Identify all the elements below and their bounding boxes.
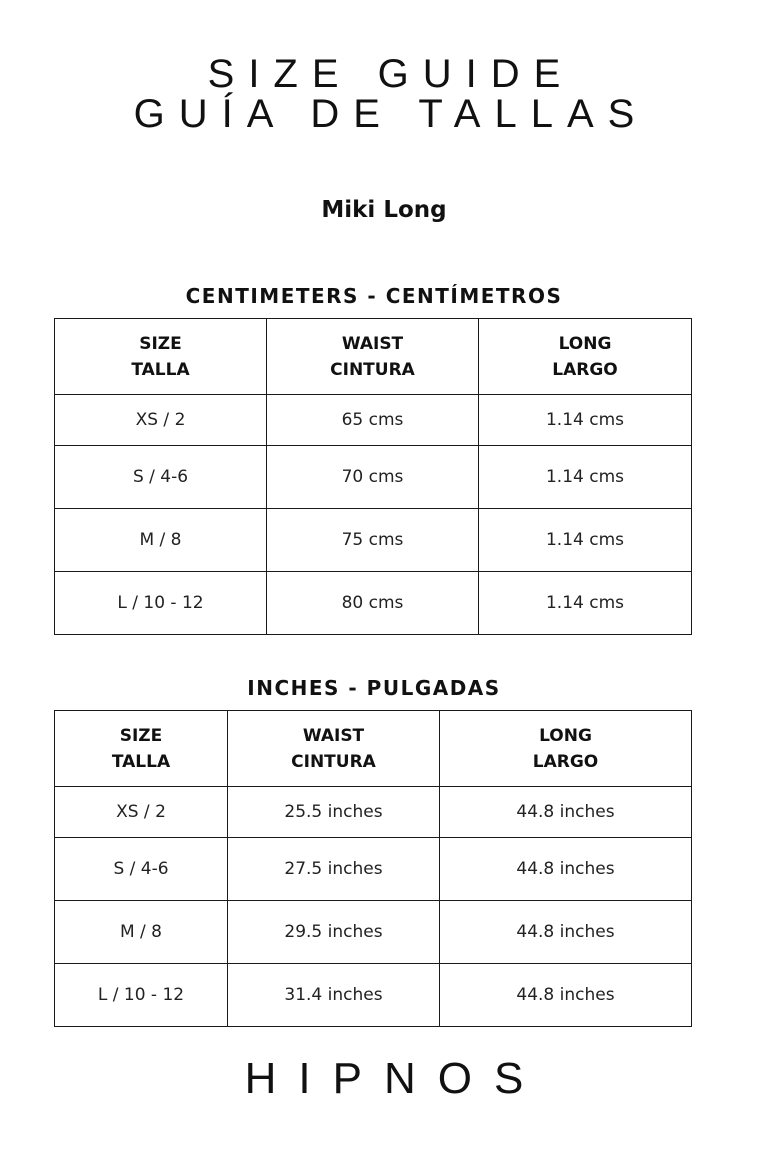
- long-cell: 44.8 inches: [440, 964, 692, 1027]
- waist-cell: 65 cms: [267, 395, 479, 446]
- long-cell: 1.14 cms: [479, 572, 692, 635]
- table-row: [55, 787, 692, 838]
- header-label: TALLA: [131, 359, 190, 380]
- centimeters-size-table: [54, 318, 692, 635]
- column-header-long: [440, 711, 692, 787]
- header-label: SIZE: [139, 333, 182, 354]
- column-header-long: [479, 319, 692, 395]
- table-row: [55, 509, 692, 572]
- column-header-size: [55, 711, 228, 787]
- waist-cell: 80 cms: [267, 572, 479, 635]
- table-header-row: [55, 319, 692, 395]
- long-cell: 44.8 inches: [440, 787, 692, 838]
- long-cell: 44.8 inches: [440, 901, 692, 964]
- size-cell: M / 8: [55, 509, 267, 572]
- header-label: LARGO: [532, 751, 599, 772]
- header-label: TALLA: [111, 751, 171, 772]
- header-label: LARGO: [552, 359, 618, 380]
- long-cell: 1.14 cms: [479, 395, 692, 446]
- table-row: [55, 395, 692, 446]
- size-cell: XS / 2: [55, 787, 228, 838]
- long-cell: 1.14 cms: [479, 509, 692, 572]
- long-cell: 44.8 inches: [440, 838, 692, 901]
- long-cell: 1.14 cms: [479, 446, 692, 509]
- header-label: CINTURA: [330, 359, 415, 380]
- header-label: WAIST: [302, 725, 365, 746]
- header-label: WAIST: [341, 333, 404, 354]
- centimeters-heading: CENTIMETERS - CENTÍMETROS: [185, 284, 563, 308]
- header-label: LONG: [558, 333, 612, 354]
- column-header-size: [55, 319, 267, 395]
- size-cell: M / 8: [55, 901, 228, 964]
- header-label: SIZE: [119, 725, 163, 746]
- header-label: LONG: [539, 725, 592, 746]
- size-cell: XS / 2: [55, 395, 267, 446]
- column-header-waist: [228, 711, 440, 787]
- table-header-row: [55, 711, 692, 787]
- table-row: [55, 446, 692, 509]
- header-label: CINTURA: [291, 751, 376, 772]
- table-row: [55, 964, 692, 1027]
- waist-cell: 70 cms: [267, 446, 479, 509]
- waist-cell: 25.5 inches: [228, 787, 440, 838]
- column-header-waist: [267, 319, 479, 395]
- size-cell: S / 4-6: [55, 838, 228, 901]
- size-cell: L / 10 - 12: [55, 964, 228, 1027]
- page-title-spanish: GUÍA DE TALLAS: [133, 92, 649, 136]
- brand-logo-text: HIPNOS: [244, 1054, 546, 1103]
- size-cell: S / 4-6: [55, 446, 267, 509]
- waist-cell: 27.5 inches: [228, 838, 440, 901]
- size-cell: L / 10 - 12: [55, 572, 267, 635]
- table-row: [55, 572, 692, 635]
- inches-size-table: [54, 710, 692, 1027]
- product-name: Miki Long: [321, 197, 447, 223]
- waist-cell: 29.5 inches: [228, 901, 440, 964]
- waist-cell: 75 cms: [267, 509, 479, 572]
- page-title: SIZE GUIDE: [207, 52, 575, 96]
- inches-heading: INCHES - PULGADAS: [247, 676, 501, 700]
- table-row: [55, 838, 692, 901]
- waist-cell: 31.4 inches: [228, 964, 440, 1027]
- table-row: [55, 901, 692, 964]
